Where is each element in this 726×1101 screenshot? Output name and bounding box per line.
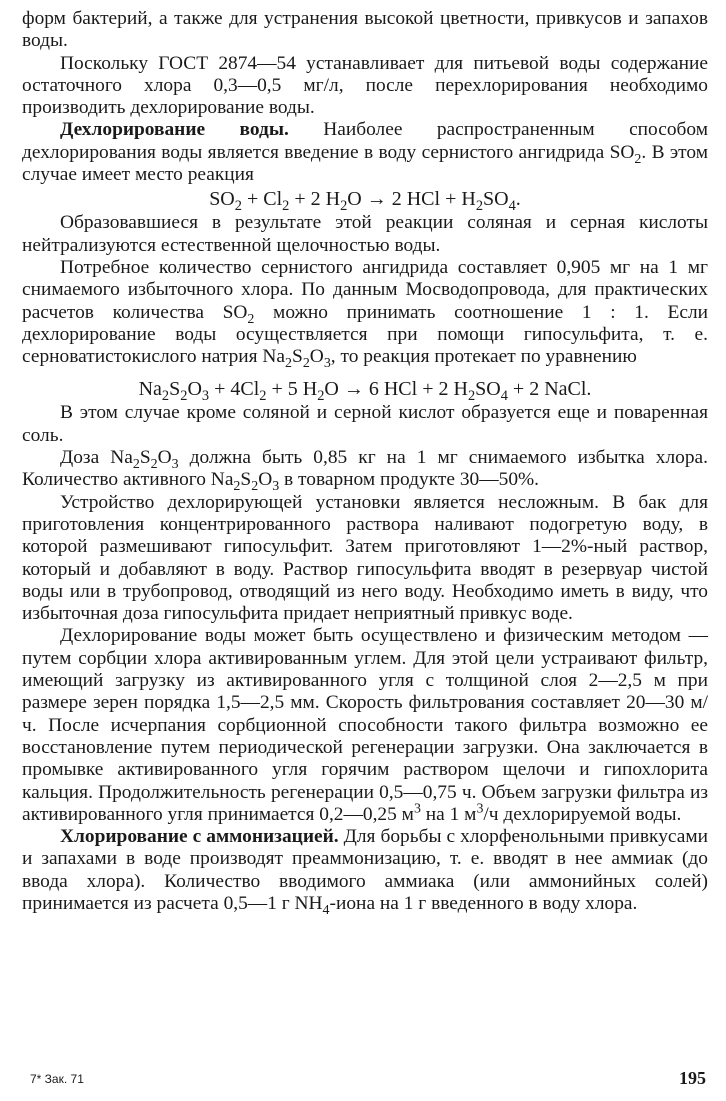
subscript: 4 (322, 902, 330, 918)
subscript: 2 (251, 479, 259, 495)
superscript: 3 (413, 801, 421, 817)
paragraph-gost (22, 53, 708, 120)
subscript: 2 (247, 311, 255, 327)
formula-part: + 2 NaCl. (507, 378, 592, 401)
page-number: 195 (679, 1068, 706, 1088)
text: , то реакция протекает по уравнению (330, 346, 637, 368)
subscript: 2 (285, 356, 293, 372)
text: В этом случае кроме соляной и серной кислот образуется еще и поваренная соль. (22, 402, 708, 446)
paragraph-amount (22, 256, 708, 372)
formula-part: S (169, 378, 181, 401)
formula-part: SO (475, 378, 501, 401)
text: S (240, 469, 252, 491)
subscript: 3 (272, 479, 280, 495)
formula-part: O → 2 HCl + H (347, 188, 476, 211)
text: Наиболее распространенным способом дехлорирования воды является введение в воду сернистого ангидрида SO (22, 119, 708, 163)
subscript: 4 (508, 198, 516, 215)
text: в товарном продукте 30—50%. (279, 469, 540, 491)
formula-part: O → 6 HCl + 2 H (324, 378, 468, 401)
paragraph-salt (22, 402, 708, 447)
subscript: 2 (467, 388, 476, 405)
text: Дехлорирование воды может быть осуществлено и физическим методом — путем сорбции хлора активированным углем. Для этой цели устраивают фильтр, имеющий загрузку из активированного угля с толщиной слоя 2—2,5 м при размере зерен порядка 1,5—2,5 мм. Скорость фильтрования составляет 20—30 м/ч. После исчерпания сорбционной способности такого фильтра возможно ее восстановление путем периодической регенерации загрузки. Она заключается в промывке активированного угля горячим раствором щелочи и гипохлорита кальция. Продолжительность регенерации 0,5—0,75 ч. Объем загрузки фильтра из активированного угля принимается 0,2—0,25 м (22, 625, 708, 825)
text: S (292, 346, 303, 368)
subscript: 2 (475, 198, 484, 215)
text: Поскольку ГОСТ 2874—54 устанавливает для питьевой воды содержание остаточного хлора 0,3—0,5 мг/л, после перехлорирования необходимо производить дехлорирование воды. (22, 52, 708, 119)
formula-part: SO (483, 188, 509, 211)
text: -иона на 1 г введенного в воду хлора. (329, 892, 638, 914)
subscript: 2 (259, 388, 267, 405)
formula-part: + 4Cl (209, 378, 260, 401)
formula-so2-reaction (22, 186, 708, 215)
paragraph-dose (22, 447, 708, 495)
paragraph-ammonization (22, 826, 708, 918)
section-heading-dechlorination: Дехлорирование воды. (60, 119, 289, 141)
subscript: 2 (233, 479, 241, 495)
formula-part: O (187, 378, 202, 401)
text: можно принимать соотношение 1 : 1. Если дехлорирование воды осуществляется при помощи гипосульфита, т. е. серноватистокислого натрия Na (22, 301, 708, 368)
text: S (139, 447, 151, 469)
text: должна быть 0,85 кг на 1 мг снимаемого избытка хлора. Количество активного Na (22, 447, 708, 491)
subscript: 2 (150, 456, 158, 472)
formula-part: + Cl (241, 188, 283, 211)
text: на 1 м (420, 803, 477, 825)
text: форм бактерий, а также для устранения высокой цветности, привкусов и запахов воды. (22, 8, 708, 52)
subscript: 2 (282, 198, 290, 215)
formula-part: + 5 H (266, 378, 318, 401)
paragraph-physical-method (22, 625, 708, 826)
page-footer (30, 1068, 706, 1092)
subscript: 2 (180, 388, 188, 405)
superscript: 3 (476, 801, 484, 817)
printing-signature: 7* Зак. 71 (30, 1072, 84, 1086)
subscript: 2 (234, 198, 242, 215)
subscript: 4 (500, 388, 508, 405)
section-heading-ammonization: Хлорирование с аммонизацией. (60, 826, 339, 848)
formula-thiosulfate-reaction (22, 376, 708, 405)
text: O (258, 469, 273, 491)
subscript: 2 (634, 151, 642, 167)
paragraph-installation (22, 492, 708, 626)
text: /ч дехлорируемой воды. (483, 803, 682, 825)
formula-part: Na (138, 378, 162, 401)
subscript: 2 (161, 388, 170, 405)
text: . В этом случае имеет место реакция (22, 141, 708, 186)
text: Доза Na (60, 447, 133, 469)
subscript: 2 (132, 456, 140, 472)
subscript: 3 (171, 456, 179, 472)
page-body (22, 8, 708, 918)
paragraph-dechlorination (22, 119, 708, 186)
text: Потребное количество сернистого ангидрида составляет 0,905 мг на 1 мг снимаемого избыточного хлора. По данным Мосводопровода, для практических расчетов количества SO (22, 256, 708, 323)
subscript: 3 (201, 388, 210, 405)
formula-part: SO (209, 188, 235, 211)
formula-part: + 2 H (289, 188, 341, 211)
paragraph-continuation (22, 8, 708, 53)
subscript: 2 (317, 388, 325, 405)
subscript: 2 (340, 198, 348, 215)
text: Для борьбы с хлорфенольными привкусами и запахами в воде производят преаммонизацию, т. е. вводят в нее аммиак (до ввода хлора). Количество вводимого аммиака (или аммонийных солей) принимается из расчета 0,5—1 г NH (22, 826, 708, 914)
text: O (157, 447, 172, 469)
paragraph-acids (22, 212, 708, 257)
subscript: 2 (302, 356, 310, 372)
formula-part: . (515, 188, 521, 211)
subscript: 3 (323, 356, 331, 372)
text: Образовавшиеся в результате этой реакции соляная и серная кислоты нейтрализуются естественной щелочностью воды. (22, 212, 708, 256)
text: Устройство дехлорирующей установки является несложным. В бак для приготовления концентрированного раствора наливают подогретую воду, в которой размешивают гипосульфит. Затем приготовляют 1—2%-ный раствор, который и добавляют в воду. Раствор гипосульфита вводят в резервуар чистой воды или в трубопровод, отводящий из него воду. Необходимо иметь в виду, что избыточная доза гипосульфита придает неприятный привкус воде. (22, 491, 708, 625)
text: O (309, 346, 324, 368)
